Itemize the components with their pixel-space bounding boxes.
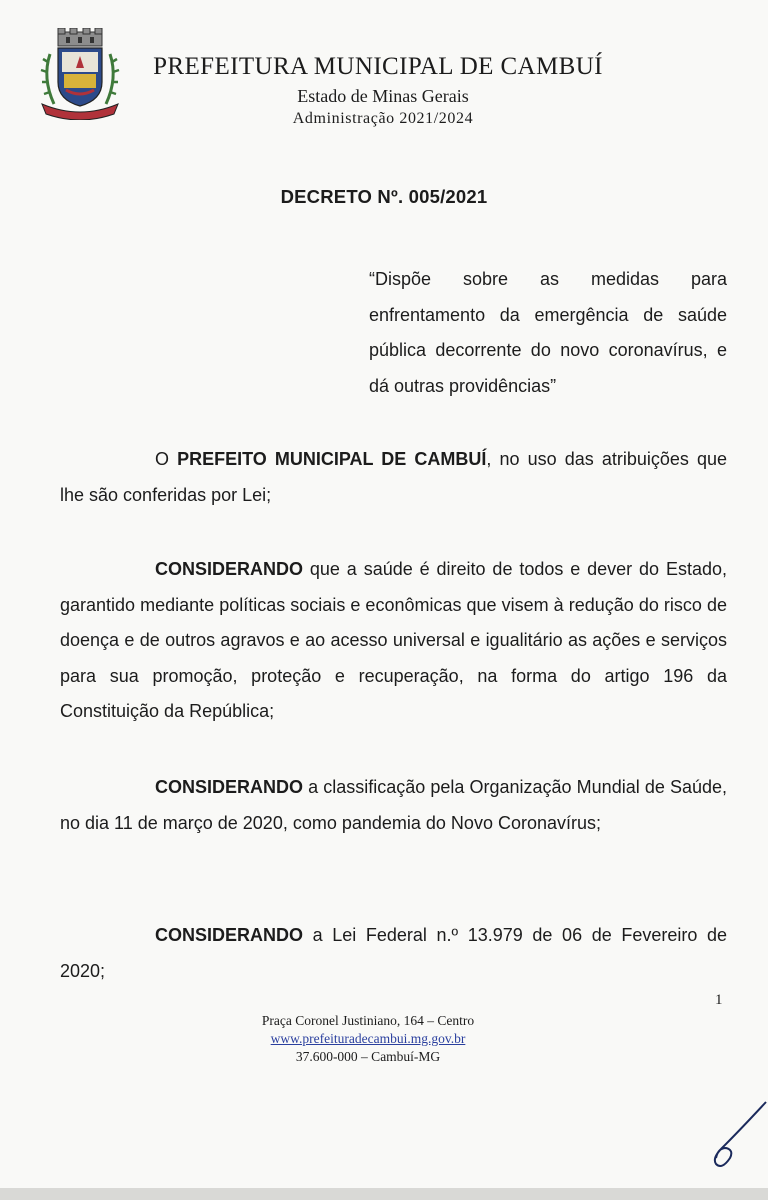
footer xyxy=(188,1012,548,1066)
paragraph-considerando-3 xyxy=(60,918,727,989)
municipal-crest-logo xyxy=(36,28,124,120)
paragraph-bold: CONSIDERANDO xyxy=(155,925,304,945)
footer-website-link[interactable]: www.prefeituradecambui.mg.gov.br xyxy=(270,1031,466,1046)
paragraph-bold: CONSIDERANDO xyxy=(155,559,304,579)
letterhead xyxy=(128,52,628,130)
paragraph-considerando-1 xyxy=(60,552,727,730)
paragraph-text: que a saúde é direito de todos e dever do Estado, garantido mediante políticas sociais e econômicas que visem à redução do risco de doença e de outros agravos e ao acesso universal e igualitário as ações e serviços para sua promoção, proteção e recuperação, na forma do artigo 196 da Constituição da República; xyxy=(60,559,727,721)
paragraph-bold: CONSIDERANDO xyxy=(155,777,304,797)
paragraph-lead: O xyxy=(155,449,178,469)
letterhead-title: PREFEITURA MUNICIPAL DE CAMBUÍ xyxy=(153,53,603,80)
paragraph-text: a classificação pela Organização Mundial de Saúde, no dia 11 de março de 2020, como pandemia do Novo Coronavírus; xyxy=(60,777,727,833)
paragraph-considerando-2 xyxy=(60,770,727,841)
letterhead-administration: Administração 2021/2024 xyxy=(292,110,474,127)
decree-ementa: “Dispõe sobre as medidas para enfrentamento da emergência de saúde pública decorrente do novo coronavírus, e dá outras providências” xyxy=(369,269,727,396)
letterhead-state: Estado de Minas Gerais xyxy=(297,86,469,106)
bottom-edge xyxy=(0,1188,768,1200)
footer-address: Praça Coronel Justiniano, 164 – Centro xyxy=(261,1013,475,1028)
page-number: 1 xyxy=(715,992,723,1008)
paragraph-text: a Lei Federal n.º 13.979 de 06 de Fevereiro de 2020; xyxy=(60,925,727,981)
paragraph-bold: PREFEITO MUNICIPAL DE CAMBUÍ xyxy=(177,449,487,469)
paragraph-text: , no uso das atribuições que lhe são conferidas por Lei; xyxy=(60,449,727,505)
decree-title: DECRETO Nº. 005/2021 xyxy=(280,186,488,207)
footer-zip-city: 37.600-000 – Cambuí-MG xyxy=(295,1049,441,1064)
paragraph-preamble xyxy=(60,442,727,513)
handwritten-signature xyxy=(700,1100,768,1170)
